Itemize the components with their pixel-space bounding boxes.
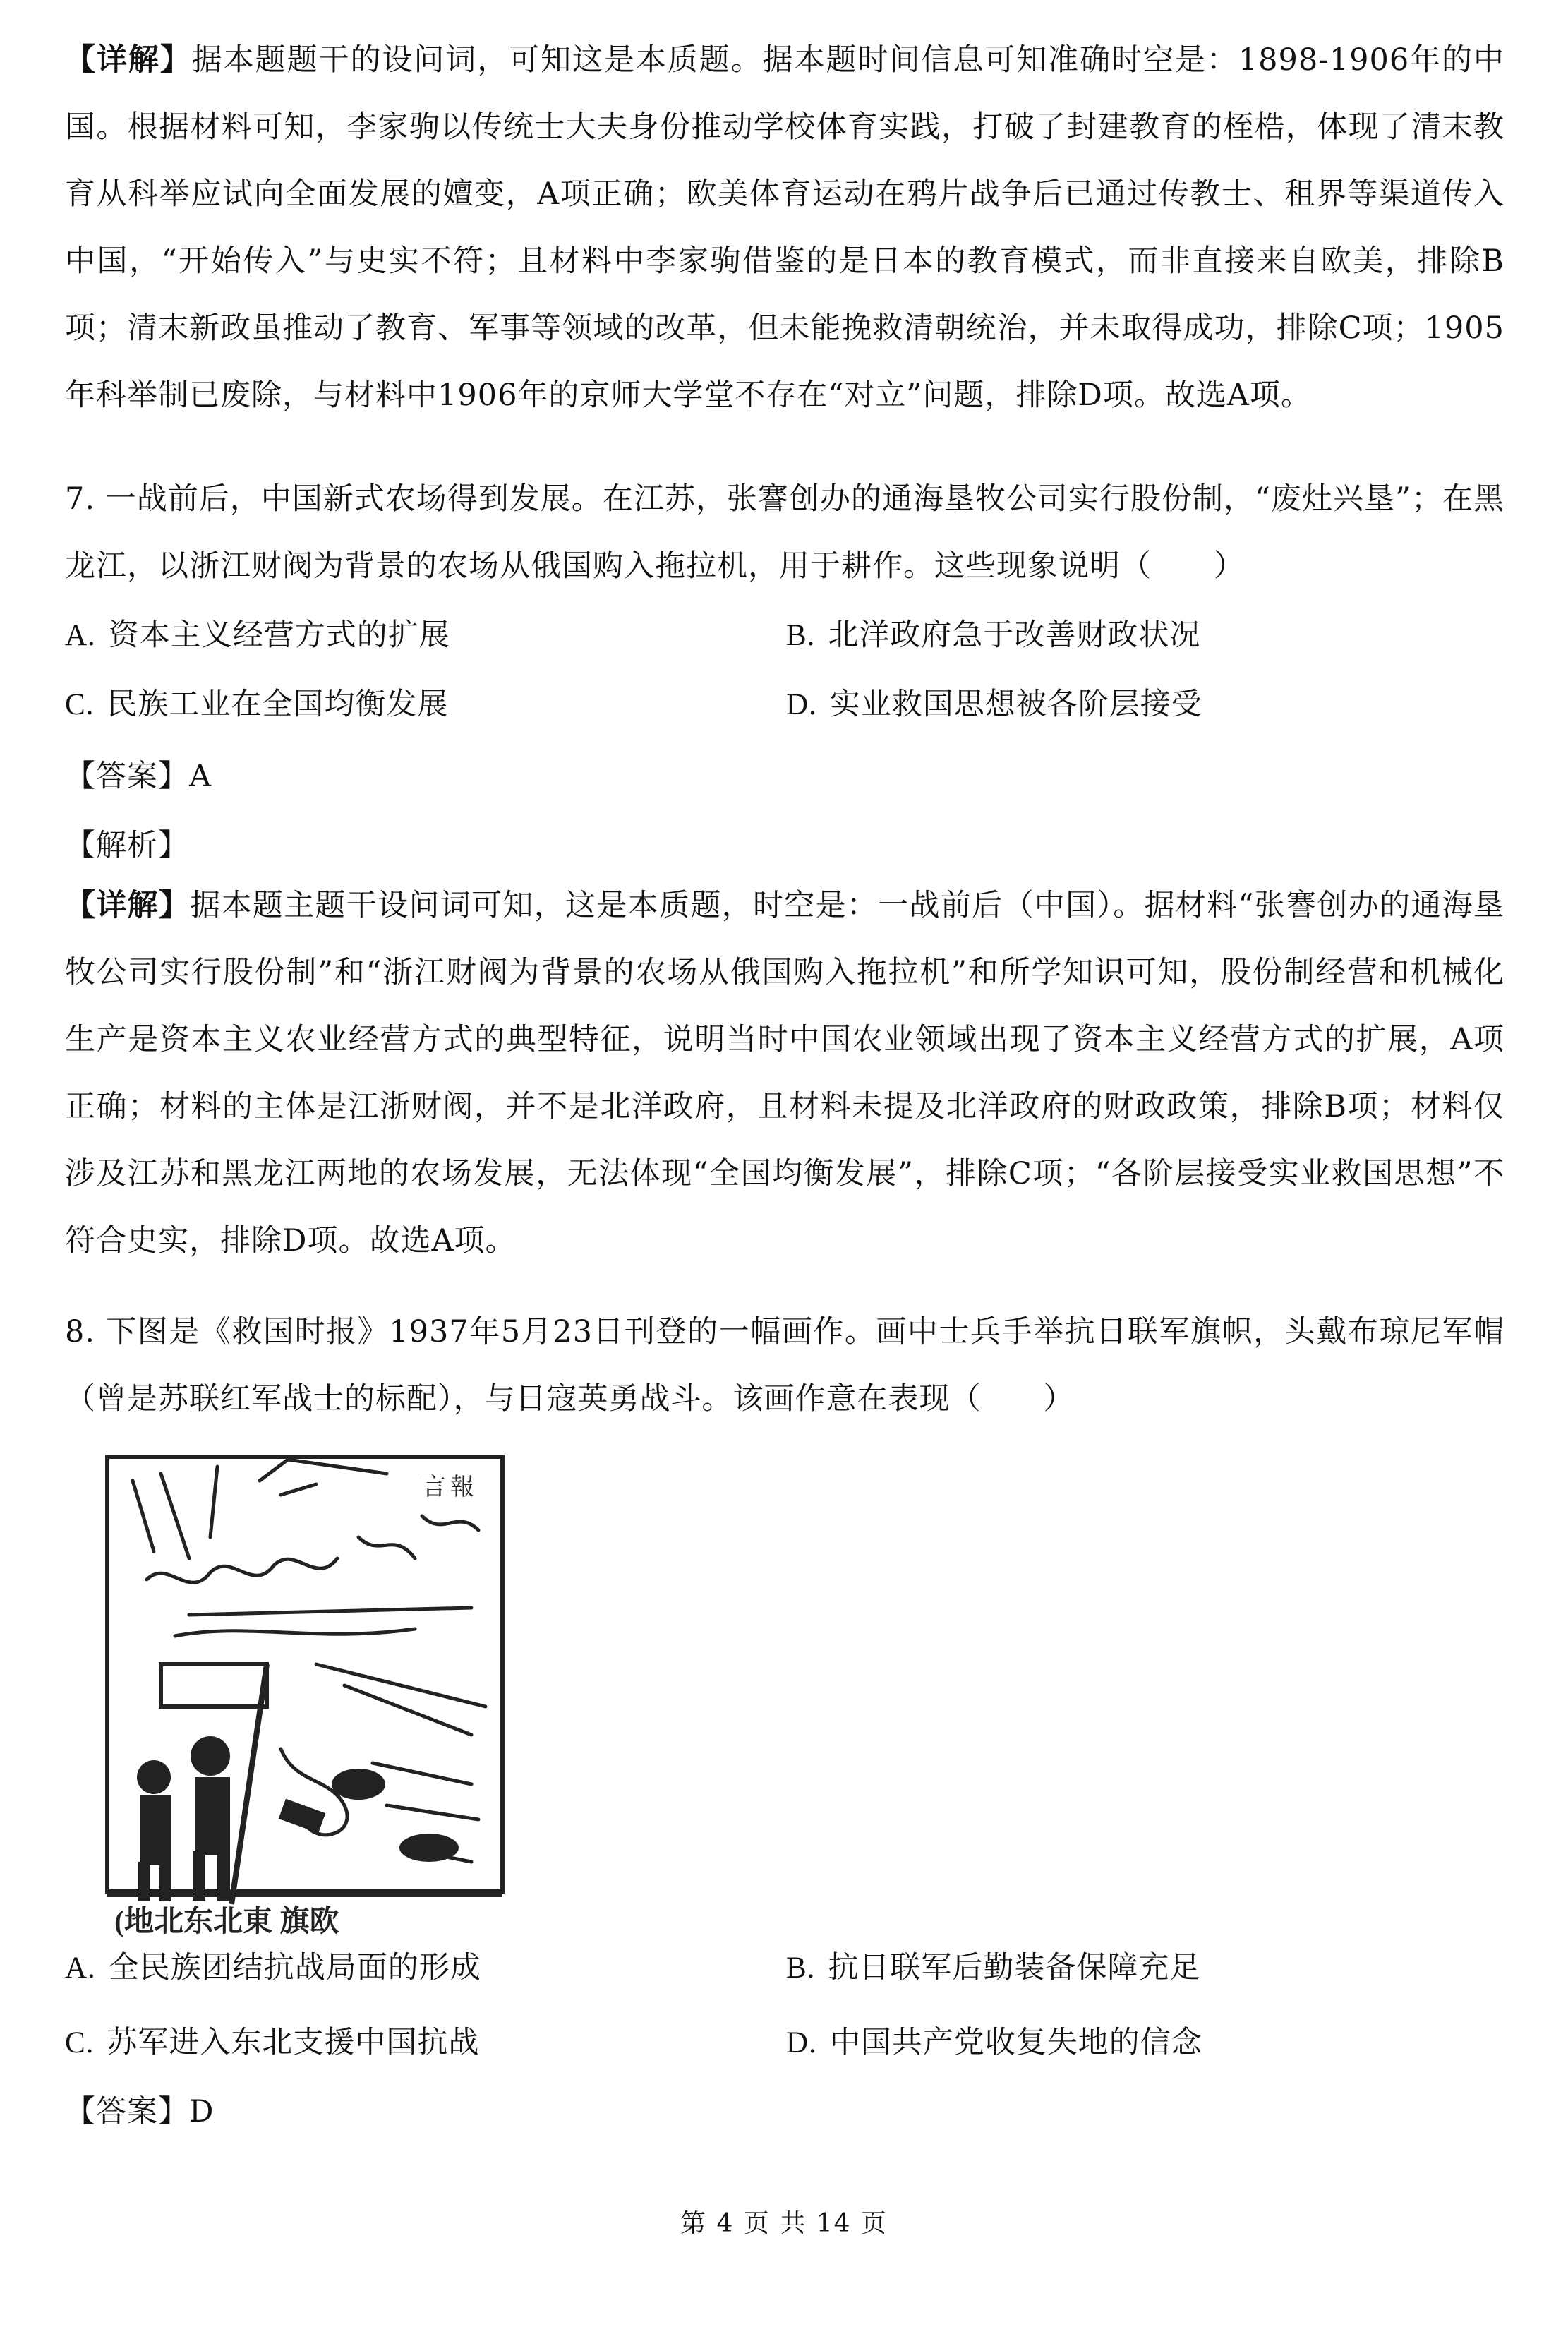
q7-detail-paragraph [65, 872, 1504, 1275]
q6-detail-text: 据本题题干的设问词，可知这是本质题。据本题时间信息可知准确时空是：1898-1906年的中国。根据材料可知，李家驹以传统士大夫身份推动学校体育实践，打破了封建教育的桎梏，体现了清末教育从科举应试向全面发展的嬗变，A项正确；欧美体育运动在鸦片战争后已通过传教士、租界等渠道传入中国，“开始传入”与史实不符；且材料中李家驹借鉴的是日本的教育模式，而非直接来自欧美，排除B项；清末新政虽推动了教育、军事等领域的改革，但未能挽救清朝统治，并未取得成功，排除C项；1905年科举制已废除，与材料中1906年的京师大学堂不存在“对立”问题，排除D项。故选A项。 [65, 42, 1504, 413]
q8-stem: 8. 下图是《救国时报》1937年5月23日刊登的一幅画作。画中士兵手举抗日联军旗帜，头戴布琼尼军帽（曾是苏联红军战士的标配），与日寇英勇战斗。该画作意在表现（ ） [65, 1314, 1504, 1416]
q7-option-c-text: 民族工业在全国均衡发展 [107, 687, 449, 722]
q8-option-a-letter: A. [65, 1951, 96, 1985]
q7-option-c [65, 683, 448, 726]
q8-option-b-letter: B. [786, 1951, 816, 1985]
q7-option-d [786, 683, 1202, 726]
q7-detail-text: 据本题主题干设问词可知，这是本质题，时空是：一战前后（中国）。据材料“张謇创办的通海垦牧公司实行股份制”和“浙江财阀为背景的农场从俄国购入拖拉机”和所学知识可知，股份制经营和机械化生产是资本主义农业经营方式的典型特征，说明当时中国农业领域出现了资本主义经营方式的扩展，A项正确；材料的主体是江浙财阀，并不是北洋政府，且材料未提及北洋政府的财政政策，排除B项；材料仅涉及江苏和黑龙江两地的农场发展，无法体现“全国均衡发展”，排除C项；“各阶层接受实业救国思想”不符合史实，排除D项。故选A项。 [65, 888, 1505, 1258]
q7-detail-label: 【详解】 [65, 888, 191, 923]
woodcut-banner-text-1: 言 [422, 1474, 446, 1500]
q7-stem: 7. 一战前后，中国新式农场得到发展。在江苏，张謇创办的通海垦牧公司实行股份制，“废灶兴垦”；在黑龙江，以浙江财阀为背景的农场从俄国购入拖拉机，用于耕作。这些现象说明（ ） [65, 481, 1504, 584]
q7-option-d-text: 实业救国思想被各阶层接受 [829, 687, 1202, 722]
q6-detail-label: 【详解】 [65, 42, 192, 78]
woodcut-banner-text-2: 報 [450, 1474, 474, 1500]
q8-option-c-text: 苏军进入东北支援中国抗战 [107, 2025, 480, 2060]
q6-detail-paragraph [65, 27, 1504, 429]
q7-option-b-text: 北洋政府急于改善财政状况 [828, 618, 1201, 653]
woodcut-caption: (地北东北東 旗欧 [114, 1906, 339, 1938]
q8-option-c-letter: C. [65, 2026, 95, 2059]
q8-option-c [65, 2021, 479, 2064]
q8-option-d-letter: D. [786, 2026, 817, 2059]
q8-answer-label: 【答案】 [65, 2094, 189, 2129]
q8-option-d [786, 2021, 1202, 2064]
q7-answer-value: A [189, 759, 212, 794]
woodcut-illustration [104, 1452, 511, 1947]
q8-option-a [65, 1947, 481, 1990]
q8-option-b [786, 1947, 1200, 1990]
q7-option-b-letter: B. [786, 619, 816, 652]
q8-option-a-text: 全民族团结抗战局面的形成 [108, 1950, 481, 1985]
page-footer: 第 4 页 共 14 页 [680, 2209, 888, 2238]
q7-option-b [786, 614, 1200, 657]
q8-answer [65, 2091, 214, 2133]
q7-answer [65, 755, 212, 798]
q7-option-d-letter: D. [786, 688, 817, 721]
q8-option-d-text: 中国共产党收复失地的信念 [829, 2025, 1202, 2060]
q7-answer-label: 【答案】 [65, 759, 189, 794]
q8-answer-value: D [189, 2094, 215, 2129]
q8-option-b-text: 抗日联军后勤装备保障充足 [828, 1950, 1201, 1985]
q7-option-a-text: 资本主义经营方式的扩展 [108, 618, 450, 653]
q8-woodcut-figure [104, 1452, 511, 1947]
q7-option-a-letter: A. [65, 619, 96, 652]
q7-option-c-letter: C. [65, 688, 95, 721]
q7-option-a [65, 614, 450, 657]
q7-analysis-label: 【解析】 [65, 828, 189, 863]
